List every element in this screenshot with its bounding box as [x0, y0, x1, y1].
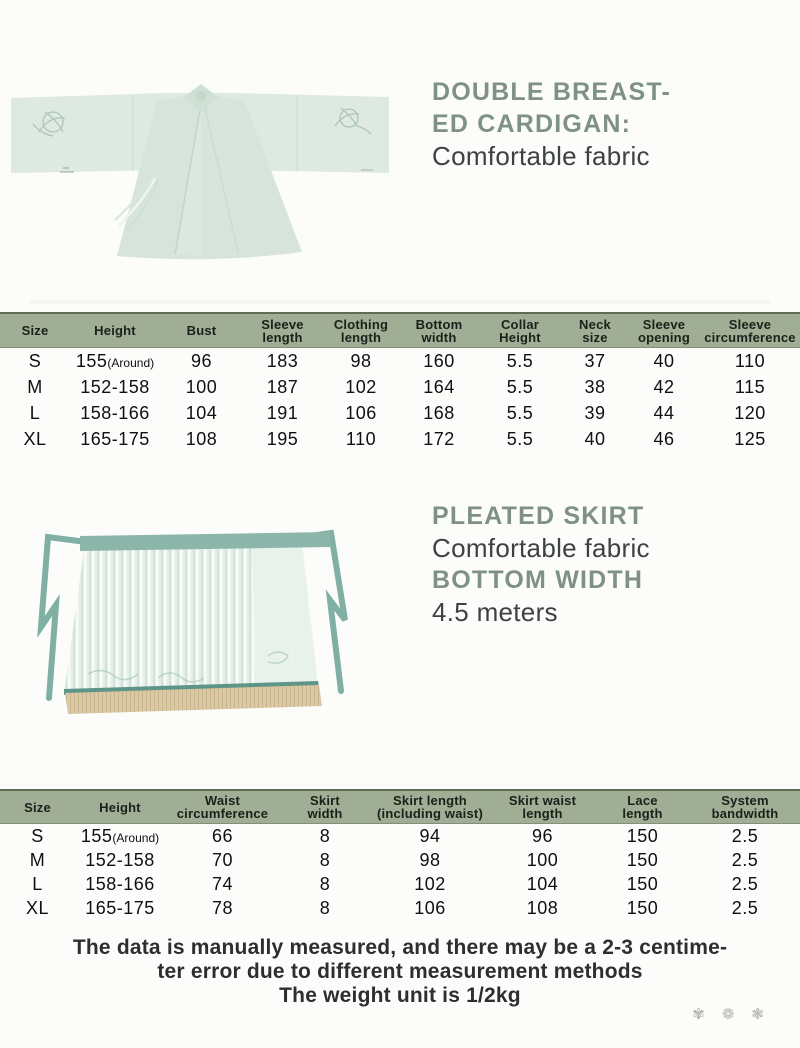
column-header: Height: [94, 323, 136, 338]
cardigan-size-table: [0, 312, 800, 452]
value-cell: 152-158: [85, 849, 155, 870]
value-cell: 37: [584, 350, 606, 371]
cardigan-table-body: [0, 348, 800, 452]
size-cell: L: [32, 873, 43, 894]
value-cell: 2.5: [731, 825, 759, 846]
column-header: Skirt length (including waist): [377, 793, 483, 821]
value-cell: 106: [345, 402, 377, 423]
size-cell: S: [28, 350, 42, 371]
value-cell: 102: [414, 873, 446, 894]
flower-watermark-icon: ❃: [751, 1006, 764, 1023]
table-row: [0, 348, 800, 374]
divider: [30, 301, 770, 303]
column-header: Collar Height: [499, 316, 541, 345]
value-cell: 160: [423, 350, 455, 371]
column-header: Bust: [186, 323, 217, 338]
value-cell: 100: [526, 849, 559, 870]
value-cell: 168: [423, 402, 455, 423]
value-cell: 165-175: [85, 897, 155, 918]
column-header: Size: [24, 799, 51, 815]
table-row: [0, 824, 800, 848]
value-cell: 78: [211, 897, 234, 918]
pleated-skirt-product-image: [28, 528, 363, 720]
column-header: Size: [21, 323, 49, 338]
value-cell: 125: [734, 428, 766, 449]
value-cell: 152-158: [80, 376, 150, 397]
value-cell: 70: [211, 849, 234, 870]
value-cell: 110: [345, 428, 377, 449]
cardigan-table-head: [0, 312, 800, 348]
cardigan-product-image: [5, 80, 395, 265]
value-cell: 155(Around): [80, 825, 160, 846]
value-cell: 5.5: [506, 428, 534, 449]
disclaimer-line2: ter error due to different measurement methods: [157, 960, 643, 983]
watermark-icons: [692, 1006, 764, 1024]
value-cell: 104: [185, 402, 218, 423]
value-cell: 155(Around): [75, 350, 155, 371]
size-cell: S: [31, 825, 44, 846]
column-header: Skirt waist length: [508, 793, 577, 821]
value-cell: 110: [734, 350, 766, 371]
table-header-row: [0, 789, 800, 824]
value-cell: 158-166: [80, 402, 150, 423]
column-header: Clothing length: [333, 316, 389, 345]
table-row: [0, 400, 800, 426]
column-header: Waist circumference: [176, 793, 269, 821]
value-cell: 8: [319, 825, 331, 846]
size-cell: L: [29, 402, 41, 423]
cardigan-title-line2: ED CARDIGAN:: [432, 110, 632, 138]
table-row: [0, 848, 800, 872]
value-cell: 150: [626, 825, 659, 846]
skirt-table-head: [0, 789, 800, 824]
cardigan-heading-block: [432, 76, 671, 172]
value-cell: 38: [584, 376, 606, 397]
value-cell: 40: [653, 350, 675, 371]
value-cell: 195: [266, 428, 299, 449]
column-header: System bandwidth: [711, 793, 779, 821]
value-cell: 115: [734, 376, 766, 397]
value-cell: 191: [266, 402, 299, 423]
value-cell: 39: [584, 402, 606, 423]
table-row: [0, 426, 800, 452]
value-cell: 42: [653, 376, 675, 397]
value-cell: 66: [211, 825, 234, 846]
value-cell: 5.5: [506, 350, 534, 371]
value-cell: 96: [531, 825, 554, 846]
value-cell: 8: [319, 849, 331, 870]
skirt-subtitle2: 4.5 meters: [432, 597, 558, 627]
value-cell: 150: [626, 849, 659, 870]
skirt-subtitle: Comfortable fabric: [432, 533, 650, 563]
value-cell: 2.5: [731, 897, 759, 918]
cardigan-title-line1: DOUBLE BREAST-: [432, 78, 672, 106]
size-cell: M: [27, 376, 43, 397]
table-row: [0, 896, 800, 920]
column-header: Sleeve opening: [638, 316, 690, 345]
size-cell: XL: [25, 897, 50, 918]
table-row: [0, 374, 800, 400]
value-cell: 187: [266, 376, 299, 397]
disclaimer-line1: The data is manually measured, and there may be a 2-3 centime-: [72, 936, 728, 959]
flower-watermark-icon: ❁: [721, 1006, 735, 1023]
table-header-row: [0, 312, 800, 348]
column-header: Bottom width: [415, 316, 463, 345]
value-cell: 120: [734, 402, 766, 423]
value-cell: 46: [653, 428, 675, 449]
value-cell: 40: [584, 428, 606, 449]
skirt-size-table: [0, 789, 800, 920]
value-cell: 102: [345, 376, 377, 397]
value-cell: 5.5: [506, 376, 534, 397]
value-cell: 150: [626, 873, 659, 894]
value-cell: 172: [423, 428, 455, 449]
value-cell: 94: [419, 825, 441, 846]
skirt-heading-block: [432, 500, 650, 628]
value-cell: 96: [190, 350, 213, 371]
skirt-title: PLEATED SKIRT: [432, 502, 645, 530]
disclaimer-text: [0, 936, 800, 1008]
column-header: Lace length: [622, 793, 663, 821]
cardigan-subtitle: Comfortable fabric: [432, 141, 650, 171]
skirt-title2: BOTTOM WIDTH: [432, 566, 644, 594]
table-row: [0, 872, 800, 896]
value-cell: 164: [423, 376, 455, 397]
value-cell: 165-175: [80, 428, 150, 449]
value-cell: 150: [626, 897, 659, 918]
value-cell: 2.5: [731, 849, 759, 870]
value-cell: 2.5: [731, 873, 759, 894]
value-cell: 98: [419, 849, 441, 870]
value-cell: 98: [350, 350, 372, 371]
value-cell: 158-166: [85, 873, 155, 894]
value-cell: 106: [414, 897, 446, 918]
value-cell: 8: [319, 873, 331, 894]
value-cell: 183: [266, 350, 299, 371]
column-header: Neck size: [579, 316, 611, 345]
value-cell: 108: [526, 897, 559, 918]
column-header: Sleeve length: [261, 316, 304, 345]
size-cell: XL: [23, 428, 47, 449]
column-header: Skirt width: [307, 793, 343, 821]
size-cell: M: [29, 849, 46, 870]
value-cell: 8: [319, 897, 331, 918]
flower-watermark-icon: ✾: [692, 1006, 705, 1023]
skirt-table-body: [0, 824, 800, 920]
value-cell: 44: [653, 402, 675, 423]
column-header: Sleeve circumference: [704, 316, 796, 345]
column-header: Height: [99, 799, 141, 815]
value-cell: 74: [211, 873, 234, 894]
disclaimer-line3: The weight unit is 1/2kg: [279, 984, 521, 1007]
value-cell: 5.5: [506, 402, 534, 423]
value-cell: 108: [185, 428, 218, 449]
value-cell: 104: [526, 873, 559, 894]
value-cell: 100: [185, 376, 218, 397]
